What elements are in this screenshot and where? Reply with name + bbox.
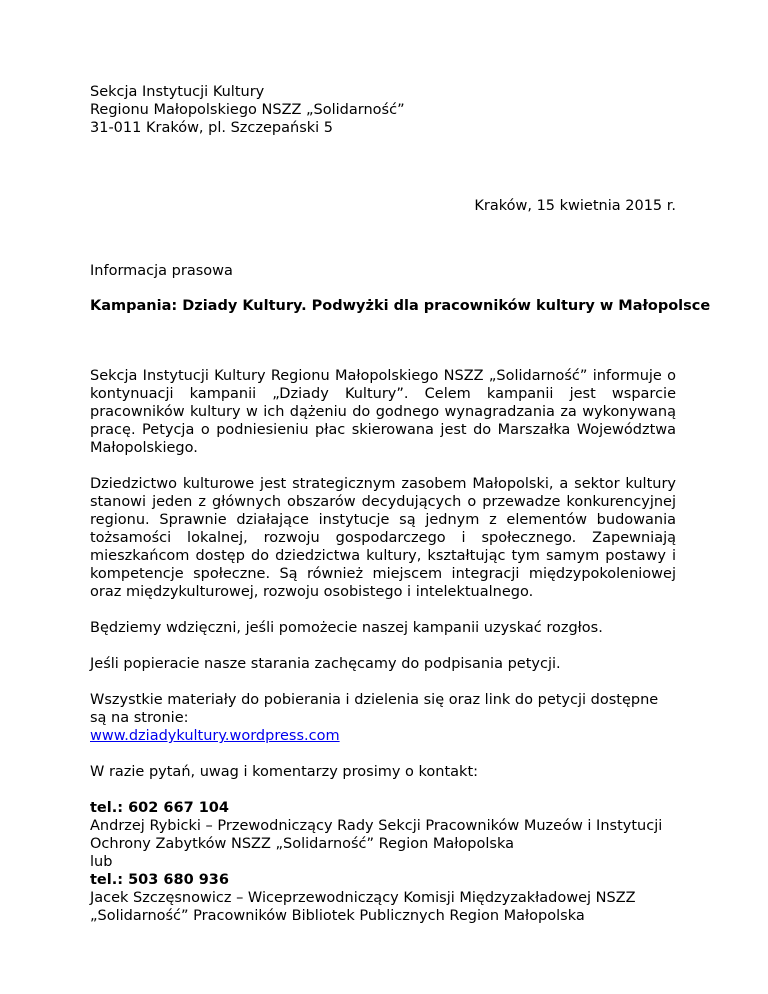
sender-line-1: Sekcja Instytucji Kultury bbox=[90, 84, 265, 100]
contact-person-1-line-2: Ochrony Zabytków NSZZ „Solidarność” Region Małopolska bbox=[90, 836, 514, 852]
contact-block bbox=[90, 799, 676, 925]
document-body bbox=[90, 367, 676, 925]
paragraph-materials bbox=[90, 691, 676, 745]
press-release-headline: Kampania: Dziady Kultury. Podwyżki dla pracowników kultury w Małopolsce bbox=[90, 298, 711, 314]
paragraph-intro: Sekcja Instytucji Kultury Regionu Małopolskiego NSZZ „Solidarność” informuje o kontynuacji kampanii „Dziady Kultury”. Celem kampanii jest wsparcie pracowników kultury w ich dążeniu do godnego wynagradzania za wykonywaną pracę. Petycja o podniesieniu płac skierowana jest do Marszałka Województwa Małopolskiego. bbox=[90, 368, 676, 456]
sender-line-2: Regionu Małopolskiego NSZZ „Solidarność” bbox=[90, 102, 405, 118]
paragraph-heritage: Dziedzictwo kulturowe jest strategicznym zasobem Małopolski, a sektor kultury stanowi jeden z głównych obszarów decydujących o przewadze konkurencyjnej regionu. Sprawnie działające instytucje są jednym z elementów budowania tożsamości lokalnej, rozwoju gospodarczego i społecznego. Zapewniają mieszkańcom dostęp do dziedzictwa kultury, kształtując tym samym postawy i kompetencje społeczne. Są również miejscem integracji międzypokoleniowej oraz międzykulturowej, rozwoju osobistego i intelektualnego. bbox=[90, 476, 676, 600]
letter-date: Kraków, 15 kwietnia 2015 r. bbox=[474, 198, 676, 214]
sender-line-3: 31-011 Kraków, pl. Szczepański 5 bbox=[90, 120, 334, 136]
materials-text: Wszystkie materiały do pobierania i dzielenia się oraz link do petycji dostępne są na stronie: bbox=[90, 692, 659, 726]
paragraph-gratitude: Będziemy wdzięczni, jeśli pomożecie naszej kampanii uzyskać rozgłos. bbox=[90, 620, 603, 636]
contact-phone-2: tel.: 503 680 936 bbox=[90, 872, 229, 888]
contact-person-2-line-1: Jacek Szczęsnowicz – Wiceprzewodniczący Komisji Międzyzakładowej NSZZ bbox=[90, 890, 636, 906]
contact-phone-1: tel.: 602 667 104 bbox=[90, 800, 229, 816]
document-type: Informacja prasowa bbox=[90, 263, 233, 279]
paragraph-contact-intro: W razie pytań, uwag i komentarzy prosimy o kontakt: bbox=[90, 764, 479, 780]
paragraph-petition: Jeśli popieracie nasze starania zachęcamy do podpisania petycji. bbox=[90, 656, 561, 672]
contact-or: lub bbox=[90, 854, 113, 870]
campaign-website-link[interactable]: www.dziadykultury.wordpress.com bbox=[90, 728, 340, 744]
contact-person-2-line-2: „Solidarność” Pracowników Bibliotek Publicznych Region Małopolska bbox=[90, 908, 585, 924]
contact-person-1-line-1: Andrzej Rybicki – Przewodniczący Rady Sekcji Pracowników Muzeów i Instytucji bbox=[90, 818, 663, 834]
sender-address bbox=[90, 83, 650, 137]
